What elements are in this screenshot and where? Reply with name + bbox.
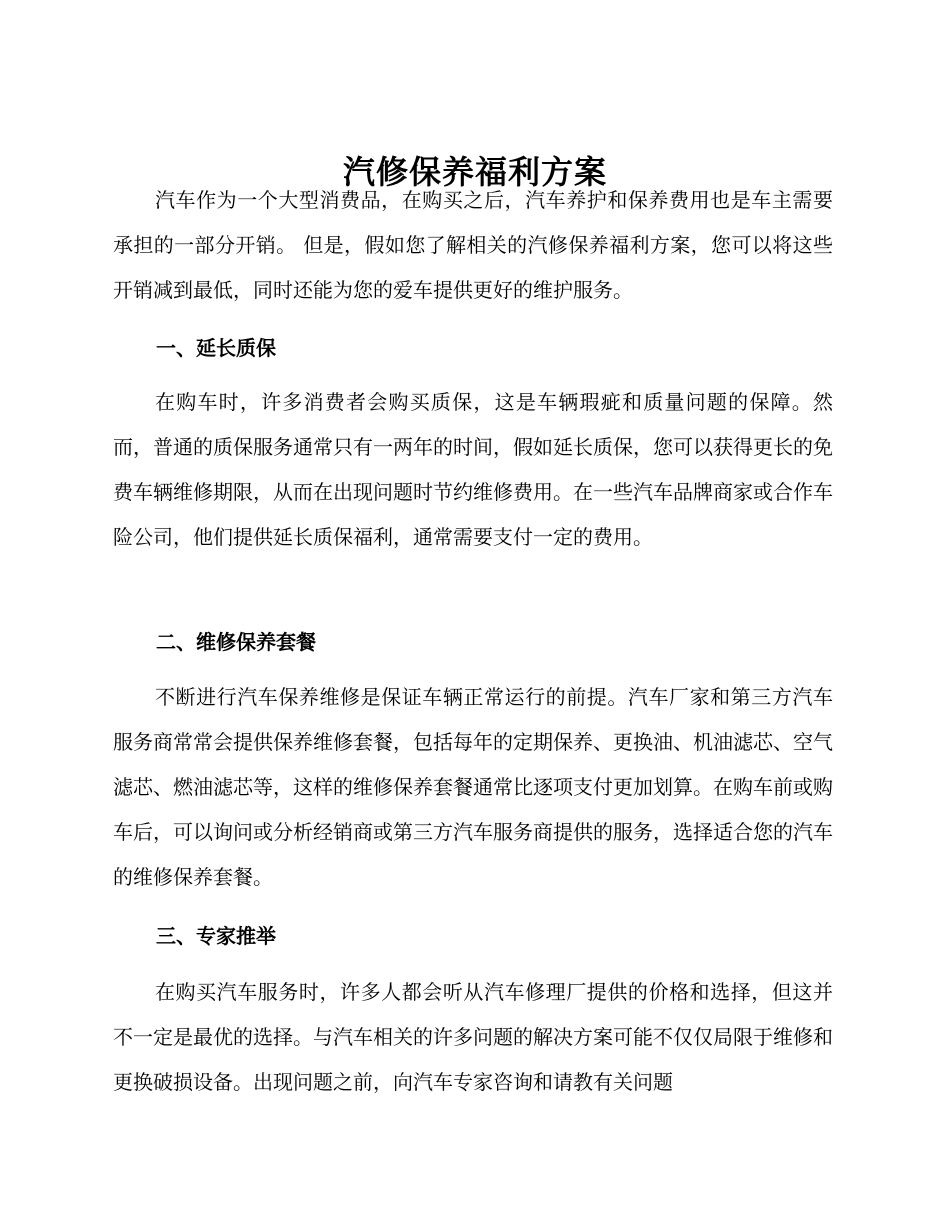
section-text-expert-recommendation: 在购买汽车服务时，许多人都会听从汽车修理厂提供的价格和选择，但这并不一定是最优的选择。与汽车相关的许多问题的解决方案可能不仅仅局限于维修和更换破损设备。出现问题之前，向汽车专家咨询和请教有关问题 — [113, 980, 833, 1094]
section-text-maintenance-package: 不断进行汽车保养维修是保证车辆正常运行的前提。汽车厂家和第三方汽车服务商常常会提供保养维修套餐，包括每年的定期保养、更换油、机油滤芯、空气滤芯、燃油滤芯等，这样的维修保养套餐通常比逐项支付更加划算。在购车前或购车后，可以询问或分析经销商或第三方汽车服务商提供的服务，选择适合您的汽车的维修保养套餐。 — [113, 685, 833, 889]
section-text-extended-warranty: 在购车时，许多消费者会购买质保，这是车辆瑕疵和质量问题的保障。然而，普通的质保服务通常只有一两年的时间，假如延长质保，您可以获得更长的免费车辆维修期限，从而在出现问题时节约维修费用。在一些汽车品牌商家或合作车险公司，他们提供延长质保福利，通常需要支付一定的费用。 — [113, 390, 833, 549]
document-title: 汽修保养福利方案 — [342, 153, 607, 192]
section-heading-maintenance-package: 二、维修保养套餐 — [156, 630, 316, 654]
intro-paragraph: 汽车作为一个大型消费品，在购买之后，汽车养护和保养费用也是车主需要承担的一部分开销。 但是，假如您了解相关的汽修保养福利方案，您可以将这些开销减到最低，同时还能为您的爱车提供更好的维护服务。 — [113, 188, 833, 302]
section-heading-expert-recommendation: 三、专家推举 — [156, 924, 276, 948]
section-heading-extended-warranty: 一、延长质保 — [156, 336, 276, 360]
